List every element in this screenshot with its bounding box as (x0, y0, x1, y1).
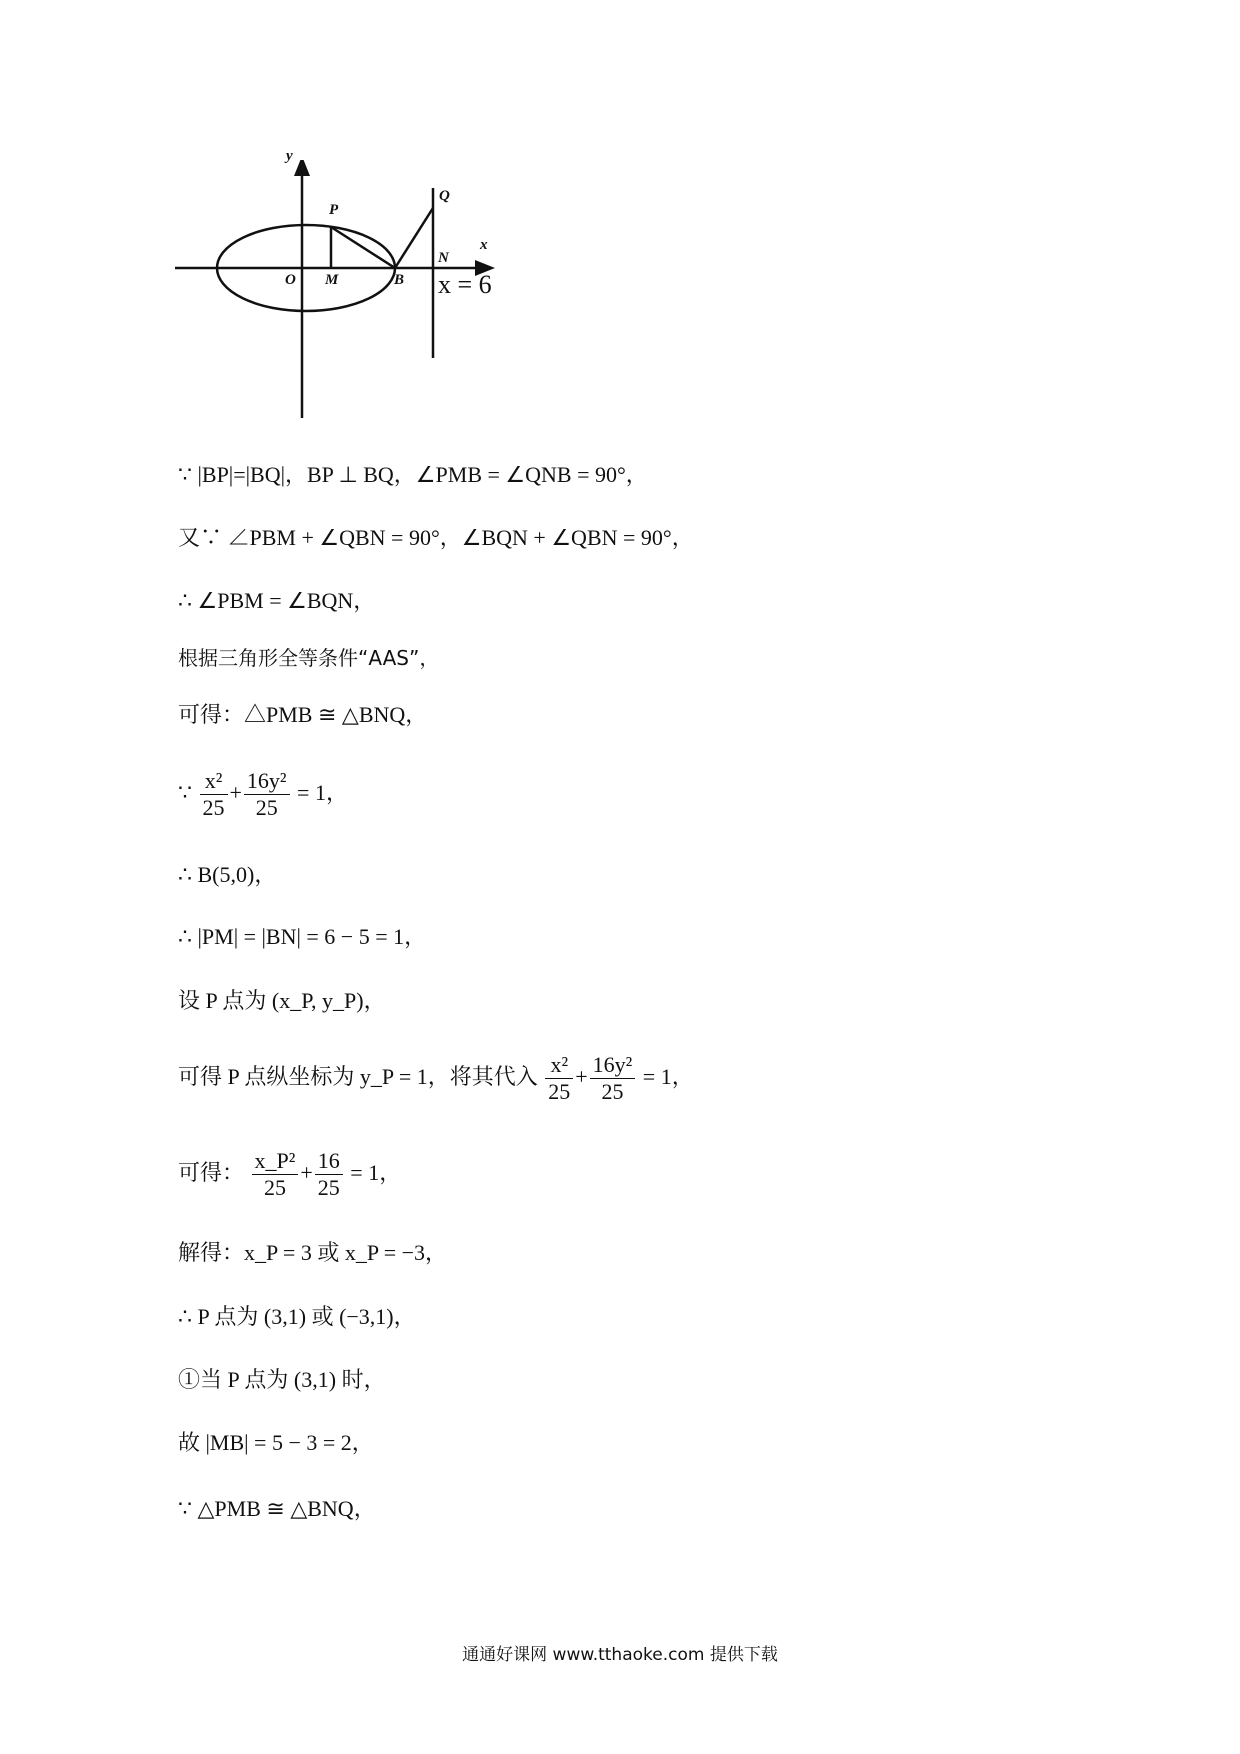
solution-line-2: 又∵ ∠PBM + ∠QBN = 90°，∠BQN + ∠QBN = 90°， (178, 525, 694, 550)
line-6-prefix: ∵ (178, 779, 192, 805)
diagram-svg (175, 160, 575, 430)
label-n: N (438, 250, 449, 266)
fraction-denominator: 25 (548, 1079, 571, 1105)
solution-line-5: 可得：△PMB ≅ △BNQ， (178, 702, 428, 727)
label-m: M (325, 272, 339, 288)
fraction-16y-squared (244, 768, 290, 822)
fraction-numerator: x_P² (252, 1148, 299, 1175)
solution-line-14: ①当 P 点为 (3,1) 时， (178, 1367, 386, 1392)
ellipse-diagram (175, 148, 575, 430)
label-p: P (329, 202, 339, 218)
solution-line-7: ∴ B(5,0)， (178, 862, 277, 887)
fraction-denominator: 25 (601, 1079, 624, 1105)
solution-line-6: ∵ $\frac{\text{x²}}{25}$ + $\frac{\text{16y²}}{25}$ = 1， (178, 768, 348, 821)
solution-line-13: ∴ P 点为 (3,1) 或 (−3,1)， (178, 1304, 416, 1329)
solution-line-15: 故 |MB| = 5 − 3 = 2， (178, 1430, 374, 1455)
solution-line-9: 设 P 点为 (x_P, y_P)， (178, 988, 386, 1013)
label-q: Q (439, 188, 450, 204)
y-axis-arrow (294, 160, 310, 176)
solution-line-16: ∵ △PMB ≅ △BNQ， (178, 1496, 376, 1521)
solution-line-8: ∴ |PM| = |BN| = 6 − 5 = 1， (178, 924, 427, 949)
fraction-16-over-25 (315, 1148, 343, 1202)
fraction-denominator: 25 (202, 795, 225, 821)
line-10-prefix: 可得 P 点纵坐标为 y_P = 1，将其代入 (178, 1063, 538, 1089)
fraction-numerator: 16y² (590, 1052, 636, 1079)
line-10-suffix: = 1， (642, 1063, 694, 1089)
fraction-16y-squared (590, 1052, 636, 1106)
line-11-prefix: 可得： (178, 1159, 245, 1185)
label-y: y (286, 148, 293, 164)
solution-line-10: 可得 P 点纵坐标为 y_P = 1，将其代入 $\frac{\text{x²}}{25}$ + $\frac{\text{16y²}}{25}$ = 1， (178, 1052, 694, 1105)
fraction-numerator: x² (545, 1052, 573, 1079)
label-x: x (480, 237, 488, 253)
fraction-numerator: x² (200, 768, 228, 795)
fraction-denominator: 25 (317, 1175, 340, 1201)
fraction-x-squared (545, 1052, 573, 1106)
solution-line-1: ∵ |BP|=|BQ|，BP ⊥ BQ，∠PMB = ∠QNB = 90°， (178, 462, 648, 487)
fraction-x-squared (200, 768, 228, 822)
label-line-equation: x = 6 (438, 270, 492, 299)
label-o: O (285, 272, 296, 288)
segment-bq (395, 208, 433, 268)
solution-line-3: ∴ ∠PBM = ∠BQN， (178, 588, 376, 613)
line-11-suffix: = 1， (350, 1159, 402, 1185)
solution-line-4: 根据三角形全等条件“AAS”， (178, 646, 440, 670)
line-6-suffix: = 1， (297, 779, 348, 805)
solution-line-12: 解得：x_P = 3 或 x_P = −3， (178, 1240, 448, 1265)
fraction-denominator: 25 (263, 1175, 286, 1201)
fraction-denominator: 25 (255, 795, 278, 821)
fraction-numerator: 16y² (244, 768, 290, 795)
fraction-xp-squared (252, 1148, 299, 1202)
label-b: B (394, 272, 405, 288)
fraction-numerator: 16 (315, 1148, 343, 1175)
page-footer: 通通好课网 www.tthaoke.com 提供下载 (462, 1645, 778, 1665)
solution-line-11: 可得： $\frac{\text{x\_P²}}{25}$ + $\frac{16}{25}$ = 1， (178, 1148, 402, 1201)
